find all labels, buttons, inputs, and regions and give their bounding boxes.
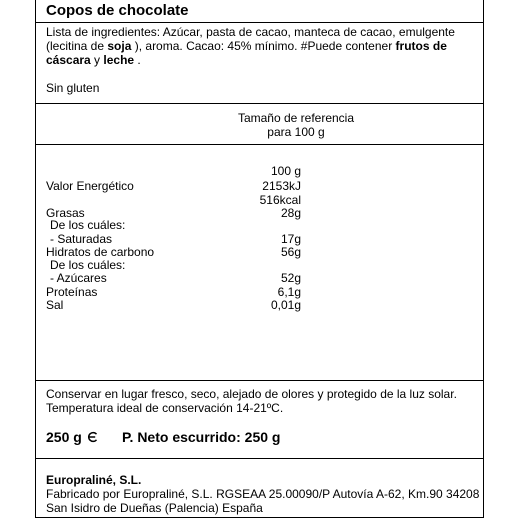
nutrient-value: 17g [280,232,301,246]
nutrient-label: Proteínas [46,285,98,299]
nutrient-value: 56g [280,245,301,259]
ingredients-line-2: (lecitina de soja ), aroma. Cacao: 45% mínimo. #Puede contener frutos de [46,39,447,53]
divider [36,144,483,145]
nutrient-label: - Saturadas [50,232,113,246]
reference-line-2: para 100 g [267,125,325,139]
divider [36,103,483,104]
nutrient-value: 6,1g [277,285,301,299]
reference-line-1: Tamaño de referencia [237,111,355,125]
nutrient-value: 52g [280,271,301,285]
allergen-frutos: frutos de [395,39,447,53]
product-title: Copos de chocolate [46,2,189,19]
nutrient-label: De los cuáles: [50,258,126,272]
gluten-statement: Sin gluten [46,81,100,95]
net-weight: 250 g [46,429,99,446]
estimated-sign-icon [86,430,99,444]
nutrient-label: Hidratos de carbono [46,245,155,259]
storage-line-2: Temperatura ideal de conservación 14-21ºC. [46,401,284,415]
nutrient-label: De los cuáles: [50,218,126,232]
divider [36,380,483,381]
nutrient-label: - Azúcares [50,271,107,285]
column-header: 100 g [270,164,301,178]
allergen-leche: leche [103,53,135,67]
ingredients-line-3: cáscara y leche . [46,53,141,67]
drained-weight: P. Neto escurrido: 250 g [122,429,281,445]
nutrient-value: 2153kJ [262,179,301,193]
divider [36,22,483,23]
product-label [35,0,484,518]
company-name: Europraliné, S.L. [46,473,142,487]
nutrient-value: 28g [280,206,301,220]
nutrient-value: 0,01g [270,298,301,312]
allergen-cascara: cáscara [46,53,91,67]
nutrient-label: Valor Energético [46,179,134,193]
nutrient-value: 516kcal [259,193,301,207]
nutrient-label: Sal [46,298,64,312]
company-address-2: San Isidro de Dueñas (Palencia) España [46,501,263,515]
allergen-soja: soja [107,39,132,53]
company-address-1: Fabricado por Europraliné, S.L. RGSEAA 25.00090/P Autovía A-62, Km.90 34208 [46,487,480,501]
nutrient-label: Grasas [46,206,85,220]
ingredients-line-1: Lista de ingredientes: Azúcar, pasta de cacao, manteca de cacao, emulgente [46,25,455,39]
divider [36,458,483,459]
storage-line-1: Conservar en lugar fresco, seco, alejado de olores y protegido de la luz solar. [46,387,457,401]
